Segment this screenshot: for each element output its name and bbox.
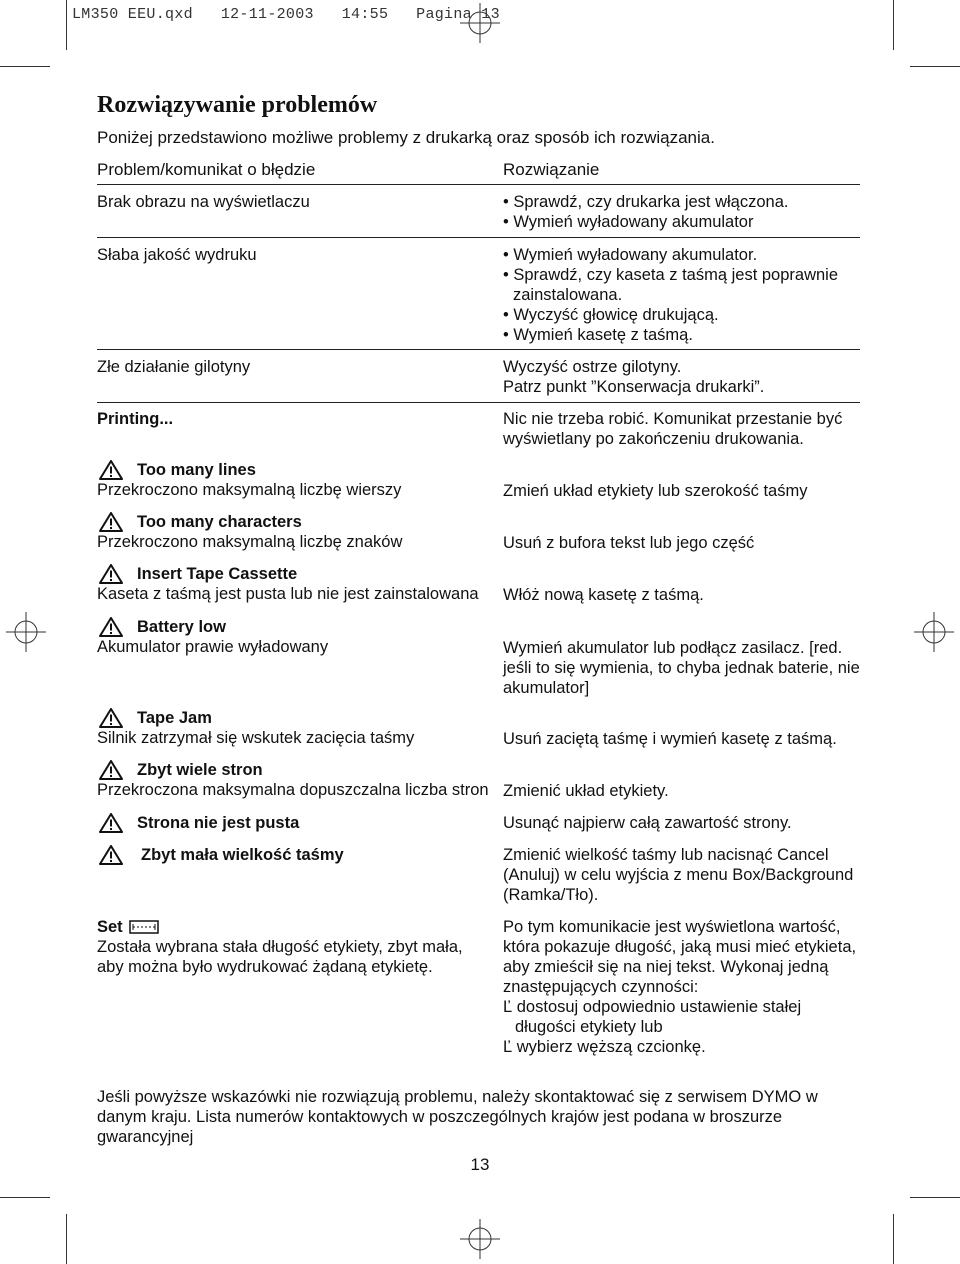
warning-title: Too many lines [137,461,256,479]
solution-cell [503,192,863,232]
row-divider [97,349,860,350]
warning-title: Insert Tape Cassette [137,565,298,583]
warning-triangle-icon [99,708,123,728]
warning-triangle-icon [99,564,123,584]
solution-line: • Wyczyść głowicę drukującą. [503,306,719,324]
solution-cell [503,245,863,345]
solution-line: Nic nie trzeba robić. Komunikat przestanie być wyświetlany po zakończeniu drukowania. [503,410,843,448]
solution-cell: Zmień układ etykiety lub szerokość taśmy [503,482,808,500]
page-number: 13 [470,1155,490,1174]
solution-line: długości etykiety lub [515,1018,663,1036]
registration-mark-icon [6,612,46,652]
crop-mark [66,0,67,50]
crop-mark [893,1214,894,1264]
page-title: Rozwiązywanie problemów [97,92,378,118]
solution-cell: Włóż nową kasetę z taśmą. [503,586,704,604]
crop-mark [0,1197,50,1198]
warning-triangle-icon [99,617,123,637]
problem-cell: Printing... [97,410,174,428]
crop-mark [893,0,894,50]
set-title: Set [97,918,123,936]
warning-description: Kaseta z taśmą jest pusta lub nie jest zainstalowana [97,585,479,603]
solution-cell: Zmienić układ etykiety. [503,782,669,800]
warning-description: Akumulator prawie wyładowany [97,638,329,656]
registration-mark-icon [460,3,500,43]
problem-column-header: Problem/komunikat o błędzie [97,160,316,179]
solution-line: Wyczyść ostrze gilotyny. [503,358,682,376]
crop-mark [910,66,960,67]
solution-line: Ľ wybierz węższą czcionkę. [503,1038,706,1056]
solution-line: • Wymień wyładowany akumulator [503,213,754,231]
solution-cell [503,917,863,1057]
warning-title: Battery low [137,618,226,636]
solution-cell [503,357,863,397]
file-slug: LM350 EEU.qxd 12-11-2003 14:55 Pagina 13 [72,6,500,23]
warning-title: Zbyt wiele stron [137,761,263,779]
warning-triangle-icon [99,845,123,865]
crop-mark [0,66,50,67]
set-description: Została wybrana stała długość etykiety, zbyt mała, aby można było wydrukować żądaną etykietę. [97,938,463,976]
solution-cell: Usunąć najpierw całą zawartość strony. [503,814,792,832]
warning-title: Tape Jam [137,709,212,727]
warning-description: Przekroczona maksymalna dopuszczalna liczba stron [97,781,489,799]
fixed-length-icon [129,920,159,934]
solution-line: • Sprawdź, czy kaseta z taśmą jest poprawnie zainstalowana. [503,266,839,304]
solution-cell: Usuń z bufora tekst lub jego część [503,534,755,552]
warning-triangle-icon [99,512,123,532]
solution-cell: Wymień akumulator lub podłącz zasilacz. [red. jeśli to się wymienia, to chyba jednak baterie, nie akumulator] [503,639,860,697]
warning-title: Too many characters [137,513,302,531]
warning-triangle-icon [99,460,123,480]
crop-mark [910,1197,960,1198]
warning-description: Przekroczono maksymalną liczbę znaków [97,533,403,551]
warning-title: Strona nie jest pusta [137,814,300,832]
problem-cell: Złe działanie gilotyny [97,358,251,376]
solution-cell [503,409,863,449]
crop-mark [66,1214,67,1264]
header-divider [97,184,860,185]
row-divider [97,237,860,238]
solution-line: Ľ dostosuj odpowiednio ustawienie stałej [503,998,802,1016]
warning-description: Przekroczono maksymalną liczbę wierszy [97,481,402,499]
problem-cell: Słaba jakość wydruku [97,246,257,264]
solution-line: Po tym komunikacie jest wyświetlona wartość, która pokazuje długość, jaką musi mieć etykieta, aby zmieścił się na niej tekst. Wykonaj jedną znastępujących czynności: [503,918,857,996]
row-divider [97,402,860,403]
warning-description: Silnik zatrzymał się wskutek zacięcia taśmy [97,729,415,747]
problem-cell: Brak obrazu na wyświetlaczu [97,193,310,211]
footer-note: Jeśli powyższe wskazówki nie rozwiązują problemu, należy skontaktować się z serwisem DYMO w danym kraju. Lista numerów kontaktowych w poszczególnych krajów jest podana w broszurze gwarancyjnej [97,1088,818,1146]
registration-mark-icon [914,612,954,652]
solution-cell: Zmienić wielkość taśmy lub nacisnąć Cancel (Anuluj) w celu wyjścia z menu Box/Background (Ramka/Tło). [503,846,854,904]
solution-line: Patrz punkt ”Konserwacja drukarki”. [503,378,765,396]
warning-triangle-icon [99,760,123,780]
solution-line: • Wymień wyładowany akumulator. [503,246,758,264]
registration-mark-icon [460,1219,500,1259]
intro-text: Poniżej przedstawiono możliwe problemy z drukarką oraz sposób ich rozwiązania. [97,128,715,147]
warning-triangle-icon [99,813,123,833]
solution-line: • Sprawdź, czy drukarka jest włączona. [503,193,789,211]
solution-cell: Usuń zaciętą taśmę i wymień kasetę z taśmą. [503,730,837,748]
warning-title: Zbyt mała wielkość taśmy [141,846,344,864]
solution-column-header: Rozwiązanie [503,160,600,179]
solution-line: • Wymień kasetę z taśmą. [503,326,693,344]
